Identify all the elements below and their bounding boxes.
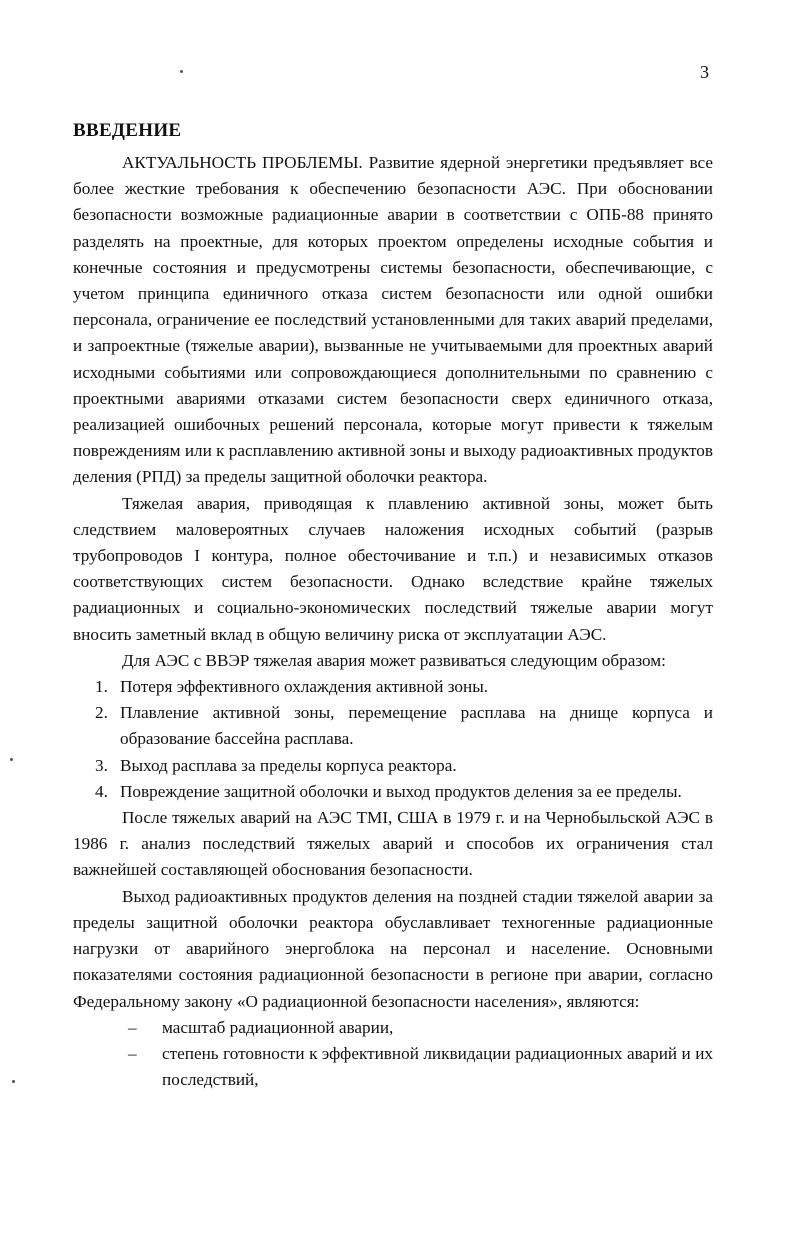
- list-item: [73, 700, 713, 752]
- list-item-text: Потеря эффективного охлаждения активной зоны.: [120, 677, 489, 697]
- list-number: 4.: [95, 781, 108, 801]
- paragraph-radiation-release: Выход радиоактивных продуктов деления на поздней стадии тяжелой аварии за пределы защитной оболочки реактора обуславливает техногенные радиационные нагрузки от аварийного энергоблока на персонал и население. Основными показателями состояния радиационной безопасности в регионе при аварии, согласно Федеральному закону «О радиационной безопасности населения», являются:: [73, 886, 713, 1011]
- list-item: [73, 674, 713, 700]
- paragraph-vver-intro: Для АЭС с ВВЭР тяжелая авария может развиваться следующим образом:: [122, 650, 666, 670]
- section-heading: ВВЕДЕНИЕ: [73, 120, 182, 141]
- page-number: 3: [700, 62, 709, 82]
- accident-stages-list: [73, 674, 713, 805]
- list-item-text: степень готовности к эффективной ликвидации радиационных аварий и их последствий,: [162, 1043, 713, 1090]
- list-item: [73, 1041, 713, 1093]
- paragraph-tmi-chernobyl: После тяжелых аварий на АЭС TMI, США в 1979 г. и на Чернобыльской АЭС в 1986 г. анализ последствий тяжелых аварий и способов их ограничения стал важнейшей составляющей обоснования безопасности.: [73, 808, 713, 880]
- scan-speck: [12, 1080, 15, 1083]
- list-number: 1.: [95, 677, 108, 697]
- paragraph-relevance: АКТУАЛЬНОСТЬ ПРОБЛЕМЫ. Развитие ядерной энергетики предъявляет все более жесткие требования к обеспечению безопасности АЭС. При обосновании безопасности возможные радиационные аварии в соответствии с ОПБ-88 принято разделять на проектные, для которых проектом определены исходные события и конечные состояния и предусмотрены системы безопасности, обеспечивающие, с учетом принципа единичного отказа систем безопасности или одной ошибки персонала, ограничение ее последствий установленными для таких аварий пределами, и запроектные (тяжелые аварии), вызванные не учитываемыми для проектных аварий исходными событиями или сопровождающиеся дополнительными по сравнению с проектными авариями отказами систем безопасности сверх единичного отказа, реализацией ошибочных решений персонала, которые могут привести к тяжелым повреждениям или к расплавлению активной зоны и выходу радиоактивных продуктов деления (РПД) за пределы защитной оболочки реактора.: [73, 153, 713, 487]
- dash-bullet: –: [128, 1043, 137, 1063]
- paragraph-severe-accident: Тяжелая авария, приводящая к плавлению активной зоны, может быть следствием маловероятных случаев наложения исходных событий (разрыв трубопроводов I контура, полное обесточивание и т.п.) и независимых отказов соответствующих систем безопасности. Однако вследствие крайне тяжелых радиационных и социально-экономических последствий тяжелые аварии могут вносить заметный вклад в общую величину риска от эксплуатации АЭС.: [73, 493, 713, 644]
- list-item: [73, 779, 713, 805]
- scan-speck: [180, 70, 183, 73]
- list-item-text: Повреждение защитной оболочки и выход продуктов деления за ее пределы.: [120, 781, 682, 801]
- page-body: [73, 150, 713, 1093]
- list-number: 2.: [95, 703, 108, 723]
- list-item-text: Выход расплава за пределы корпуса реактора.: [120, 755, 457, 775]
- list-item: [73, 753, 713, 779]
- list-item: [73, 1015, 713, 1041]
- safety-indicators-list: [73, 1015, 713, 1094]
- scan-speck: [10, 758, 13, 761]
- list-item-text: масштаб радиационной аварии,: [162, 1017, 394, 1037]
- list-number: 3.: [95, 755, 108, 775]
- dash-bullet: –: [128, 1017, 137, 1037]
- list-item-text: Плавление активной зоны, перемещение расплава на днище корпуса и образование бассейна расплава.: [120, 703, 713, 749]
